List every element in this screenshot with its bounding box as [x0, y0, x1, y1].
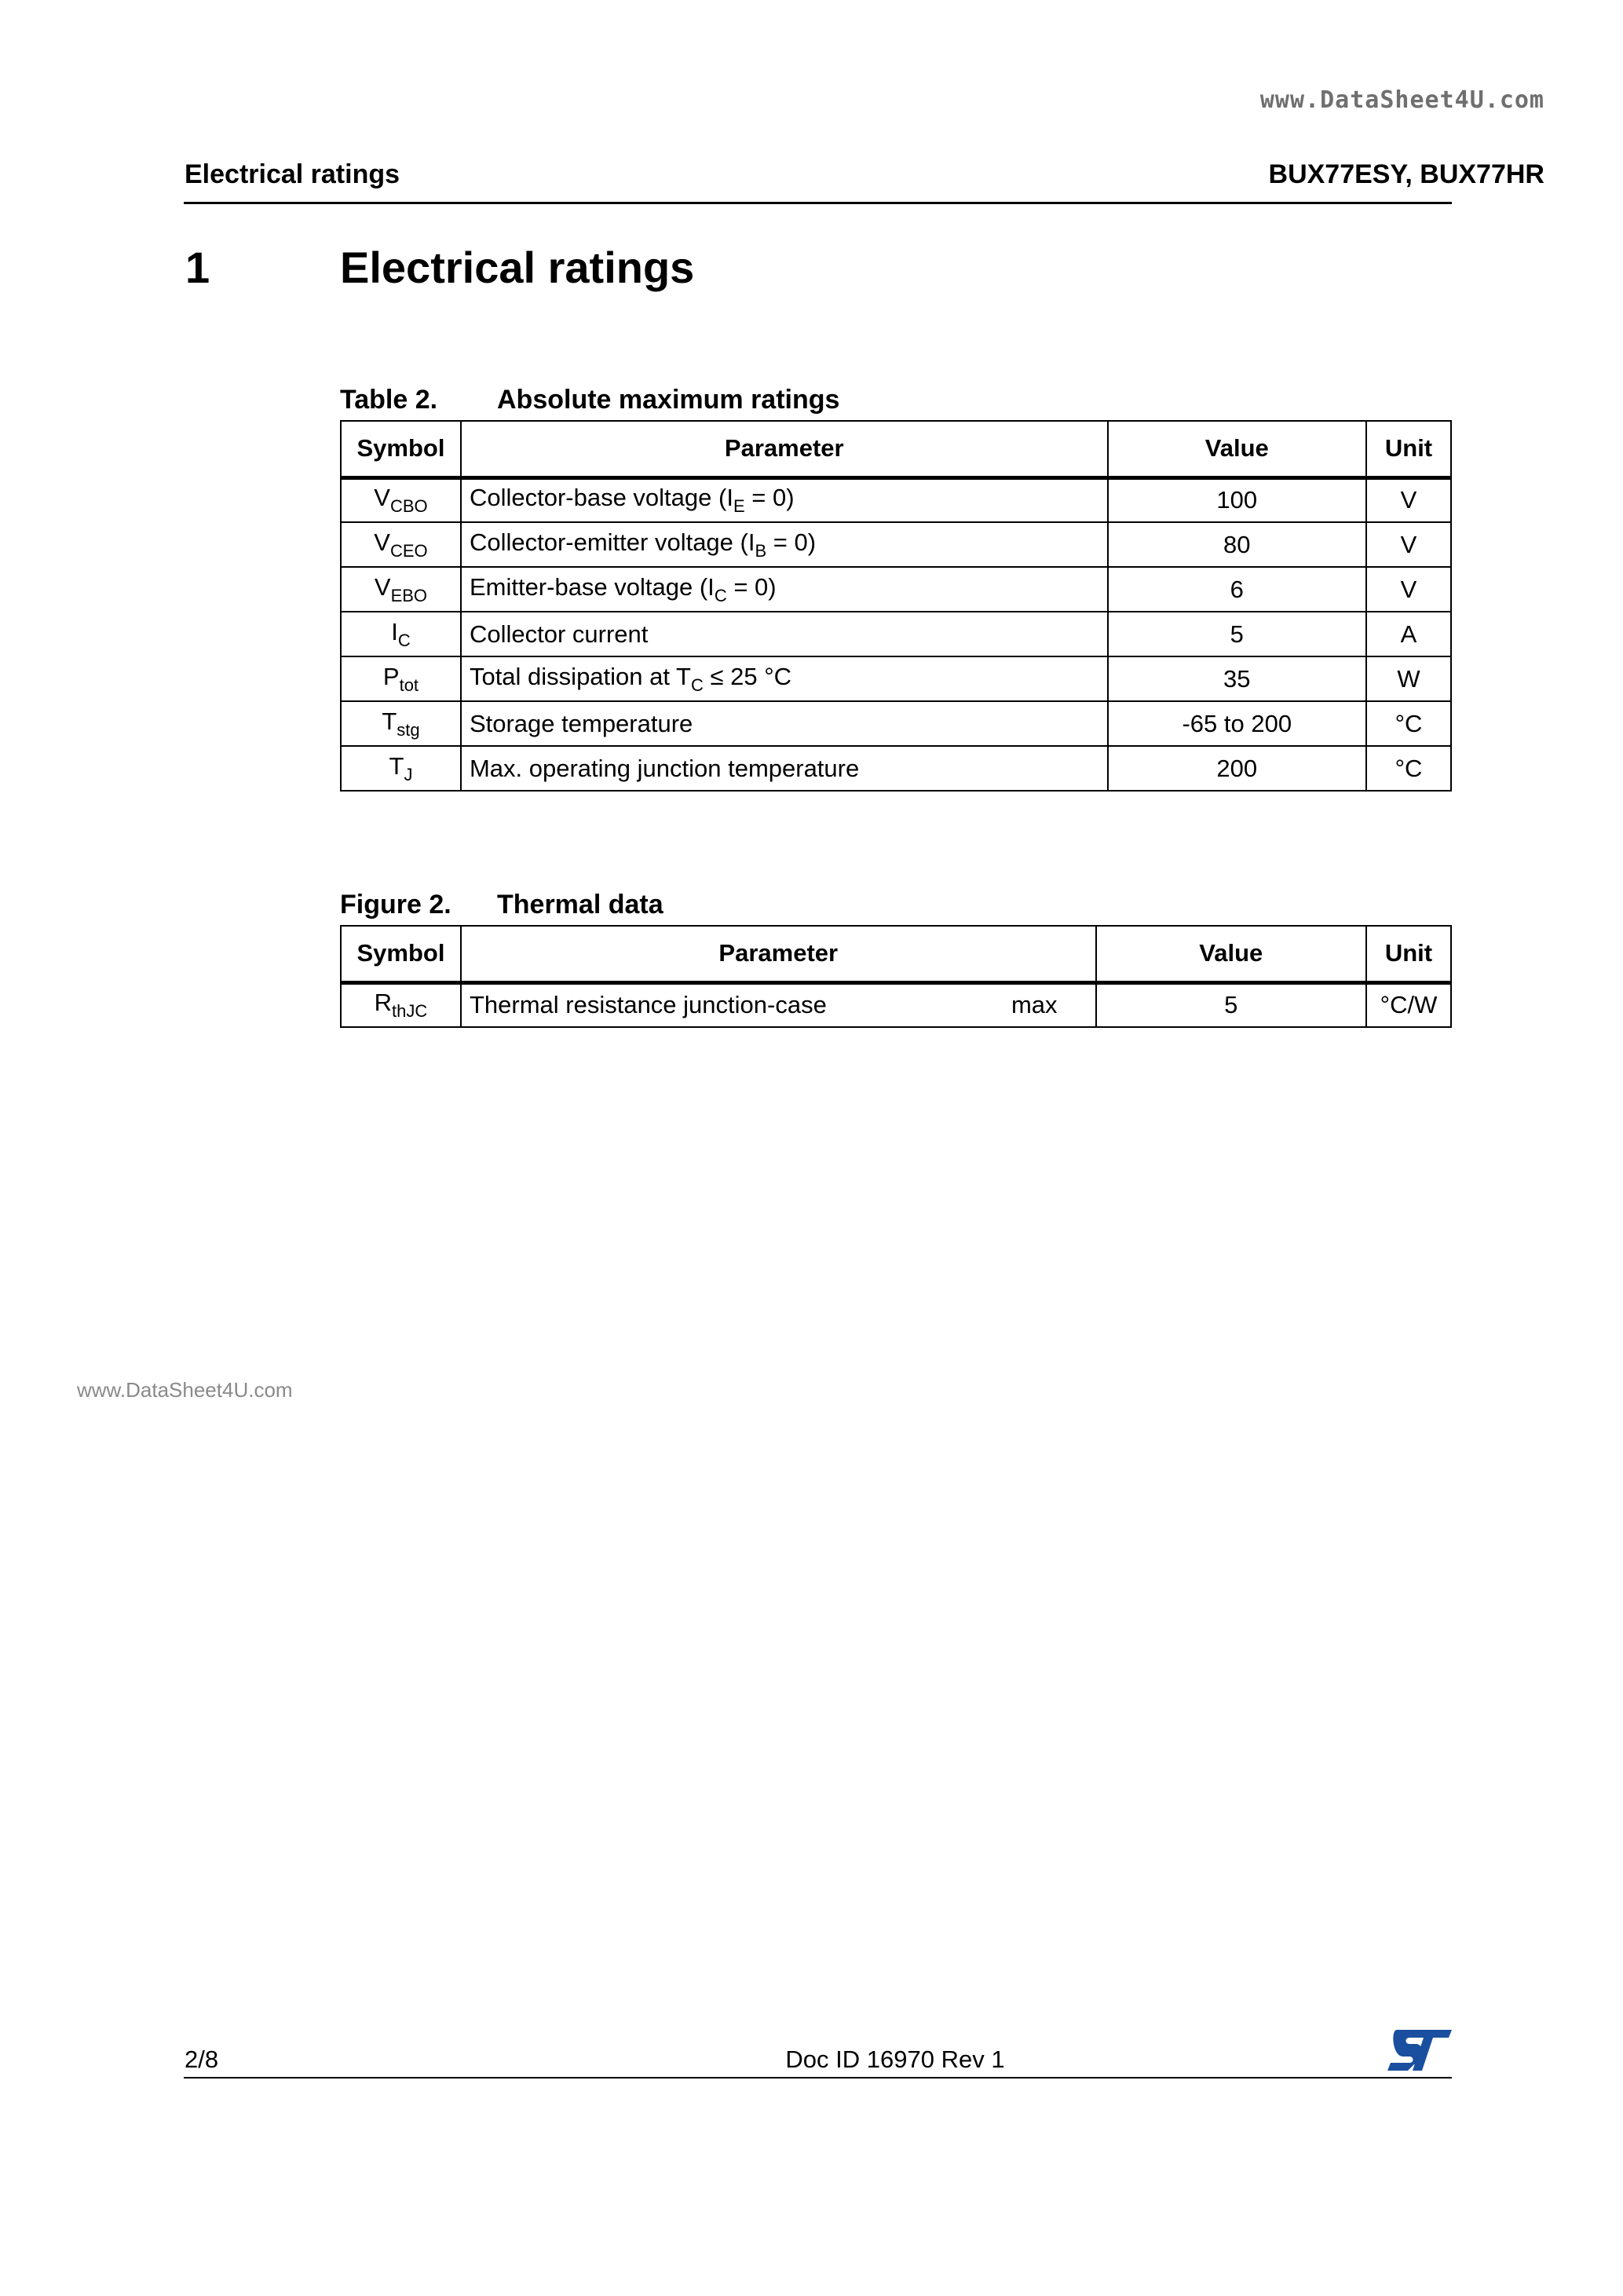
parameter-tail: = 0): [726, 572, 777, 601]
parameter-tail: ≤ 25 °C: [703, 662, 791, 690]
unit-cell: °C: [1366, 746, 1451, 791]
symbol-cell: [341, 522, 461, 567]
symbol-cell: [341, 982, 461, 1027]
value-cell: 5: [1096, 982, 1366, 1027]
parameter-cell: [461, 612, 1108, 656]
symbol-main: I: [391, 617, 398, 645]
doc-id: Doc ID 16970 Rev 1: [785, 2046, 1005, 2073]
section-number: 1: [185, 243, 210, 292]
table-row: [341, 612, 1451, 656]
symbol-subscript: EBO: [390, 585, 428, 605]
value-cell: 80: [1108, 522, 1366, 567]
symbol-main: R: [374, 989, 393, 1017]
symbol-main: V: [374, 572, 391, 601]
parameter-text: Storage temperature: [469, 709, 693, 737]
table-row: [341, 567, 1451, 612]
parameter-cell: [461, 746, 1108, 791]
parameter-subscript: C: [714, 585, 727, 605]
table1-caption-label: Table 2.: [340, 385, 438, 415]
parameter-text: Emitter-base voltage (I: [469, 572, 715, 601]
table2-caption-label: Figure 2.: [340, 890, 451, 919]
table2-caption-text: Thermal data: [497, 890, 663, 919]
parameter-text: Collector-base voltage (I: [469, 484, 733, 512]
watermark-side: www.DataSheet4U.com: [77, 1378, 293, 1402]
header-rule: [184, 202, 1452, 204]
unit-cell: °C: [1366, 701, 1451, 746]
value-cell: 200: [1108, 746, 1366, 791]
symbol-main: T: [382, 707, 397, 735]
unit-cell: A: [1366, 612, 1451, 656]
symbol-main: V: [374, 484, 390, 512]
symbol-subscript: CBO: [389, 496, 428, 517]
table-row: [341, 656, 1451, 701]
symbol-main: T: [389, 751, 404, 780]
symbol-subscript: C: [397, 630, 411, 650]
table-row: [341, 522, 1451, 567]
symbol-subscript: stg: [397, 719, 420, 740]
column-header-unit: Unit: [1366, 926, 1451, 982]
symbol-cell: [341, 701, 461, 746]
symbol-cell: [341, 567, 461, 612]
column-header-symbol: Symbol: [341, 926, 461, 982]
symbol-main: P: [382, 662, 400, 690]
column-header-value: Value: [1096, 926, 1366, 982]
column-header-value: Value: [1108, 421, 1366, 477]
table-row: [341, 982, 1451, 1027]
column-header-symbol: Symbol: [341, 421, 461, 477]
watermark-top: www.DataSheet4U.com: [1259, 86, 1544, 114]
parameter-tail: = 0): [766, 528, 817, 556]
symbol-subscript: thJC: [392, 1001, 428, 1022]
column-header-parameter: Parameter: [461, 926, 1096, 982]
unit-cell: W: [1366, 656, 1451, 701]
column-header-unit: Unit: [1366, 421, 1451, 477]
symbol-main: V: [374, 528, 390, 556]
table-header-row: [341, 421, 1451, 477]
parameter-text: Collector-emitter voltage (I: [469, 528, 755, 556]
value-cell: 5: [1108, 612, 1366, 656]
parameter-cell: [461, 701, 1108, 746]
parameter-text: Max. operating junction temperature: [469, 754, 860, 782]
table-row: [341, 701, 1451, 746]
parameter-cell: [461, 477, 1108, 522]
st-logo-icon: [1386, 2028, 1453, 2076]
column-header-parameter: Parameter: [461, 421, 1108, 477]
symbol-subscript: J: [404, 764, 413, 784]
thermal-data-table: [340, 925, 1452, 1028]
symbol-cell: [341, 746, 461, 791]
page-number: 2/8: [185, 2046, 219, 2073]
parameter-tail: = 0): [744, 484, 795, 512]
table-row: [341, 746, 1451, 791]
parameter-subscript: B: [755, 540, 767, 561]
value-cell: 6: [1108, 567, 1366, 612]
section-title: Electrical ratings: [340, 243, 695, 292]
footer-rule: [184, 2077, 1452, 2078]
table1-caption-text: Absolute maximum ratings: [497, 385, 840, 415]
symbol-subscript: CEO: [389, 540, 428, 561]
parameter-text: Thermal resistance junction-case: [469, 991, 827, 1019]
parameter-cell: [461, 982, 1096, 1027]
value-cell: 35: [1108, 656, 1366, 701]
parameter-cell: [461, 567, 1108, 612]
parameter-subscript: E: [733, 496, 745, 517]
unit-cell: V: [1366, 567, 1451, 612]
parameter-cell: [461, 522, 1108, 567]
parameter-subscript: C: [690, 675, 704, 695]
parameter-cell: [461, 656, 1108, 701]
symbol-cell: [341, 656, 461, 701]
table-row: [341, 477, 1451, 522]
parameter-text: Total dissipation at T: [469, 662, 691, 690]
parameter-qualifier: max: [1011, 991, 1058, 1019]
unit-cell: V: [1366, 477, 1451, 522]
value-cell: -65 to 200: [1108, 701, 1366, 746]
value-cell: 100: [1108, 477, 1366, 522]
symbol-cell: [341, 612, 461, 656]
unit-cell: °C/W: [1366, 982, 1451, 1027]
parameter-text: Collector current: [469, 620, 649, 648]
table-header-row: [341, 926, 1451, 982]
absolute-maximum-ratings-table: [340, 420, 1452, 792]
running-header-title: Electrical ratings: [185, 159, 400, 189]
running-header-part-number: BUX77ESY, BUX77HR: [1268, 159, 1544, 189]
unit-cell: V: [1366, 522, 1451, 567]
symbol-subscript: tot: [399, 675, 419, 695]
symbol-cell: [341, 477, 461, 522]
